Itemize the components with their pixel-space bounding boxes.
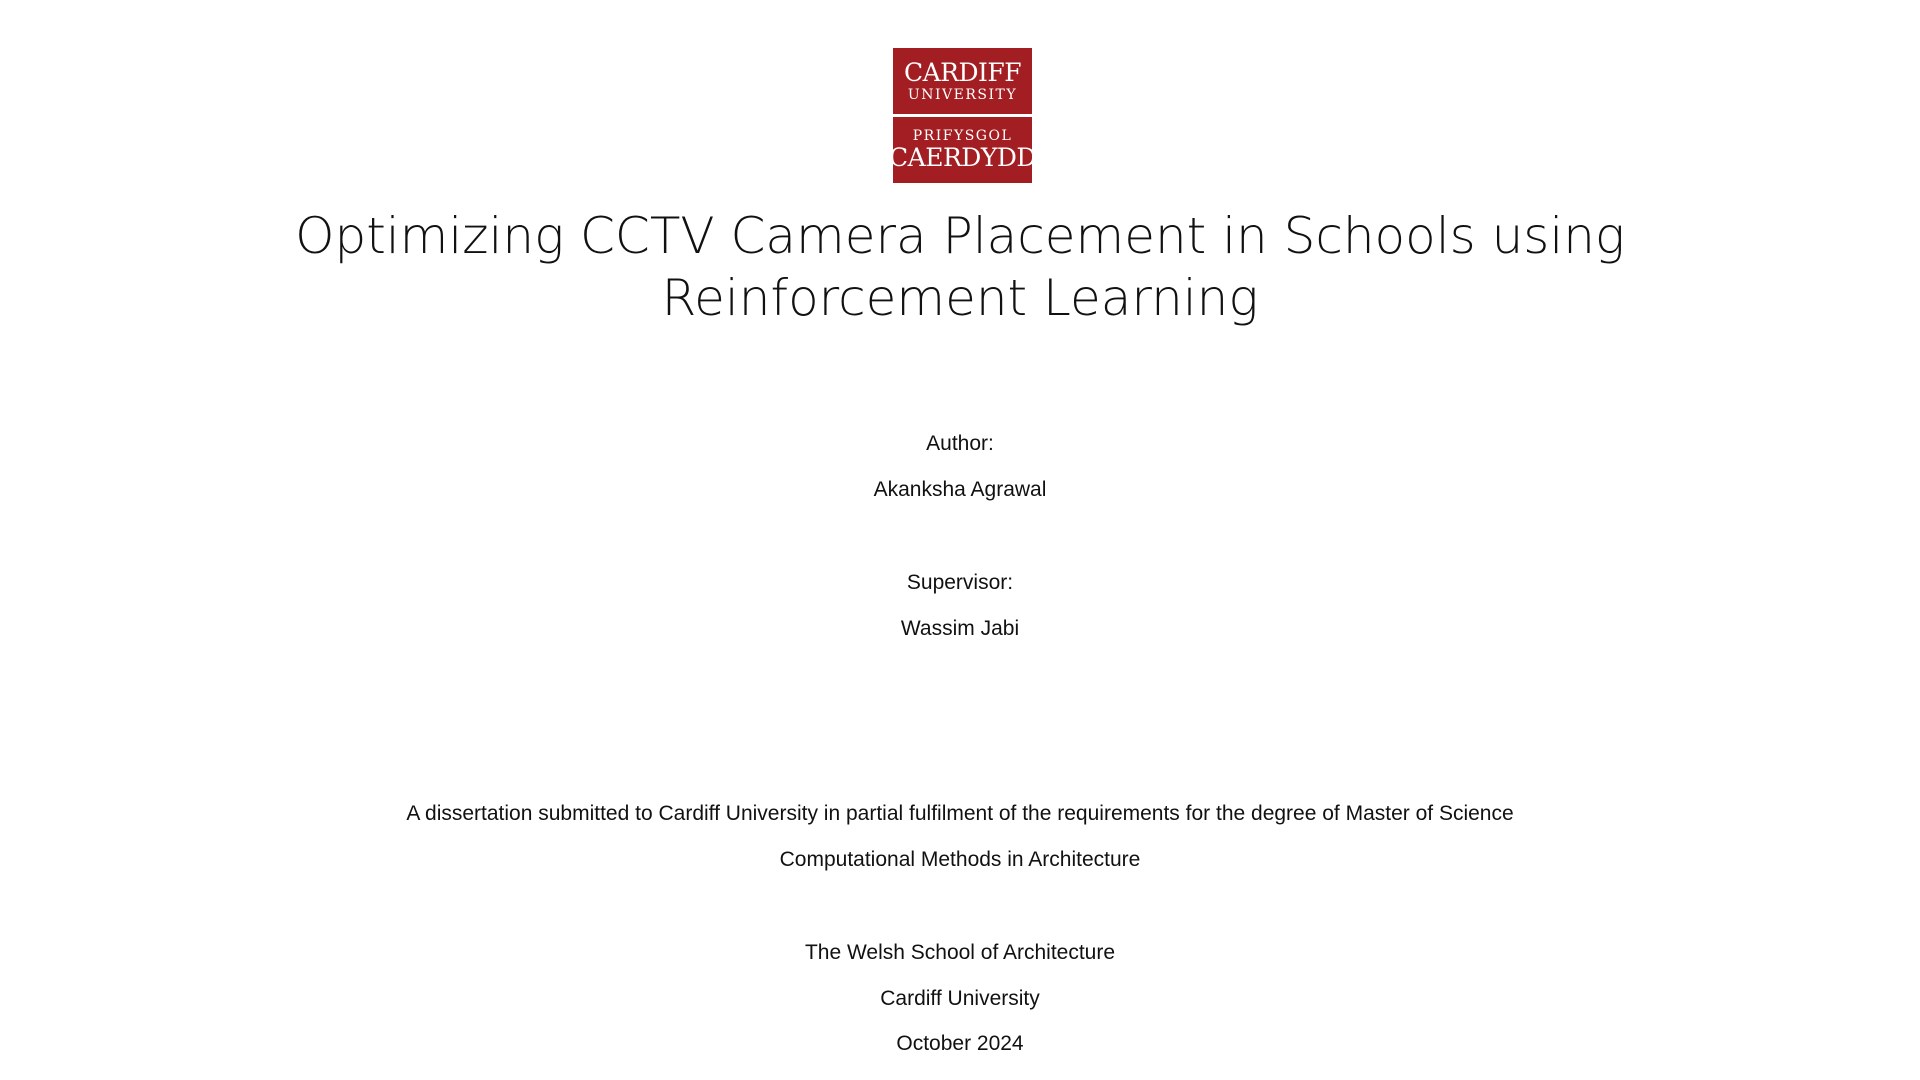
logo-caerdydd-text: CAERDYDD [889,143,1036,172]
author-name: Akanksha Agrawal [873,478,1047,501]
school-name: The Welsh School of Architecture [804,941,1116,964]
title-line-2: Reinforcement Learning [661,269,1259,327]
submission-date: October 2024 [896,1032,1024,1055]
logo-prifysgol-text: PRIFYSGOL [912,128,1013,144]
university-name: Cardiff University [880,987,1040,1010]
logo-english-block [893,48,1032,114]
author-label: Author: [926,432,994,455]
supervisor-label: Supervisor: [906,571,1014,594]
logo-welsh-block [889,117,1036,183]
programme-name: Computational Methods in Architecture [779,848,1141,871]
logo-university-text: UNIVERSITY [907,87,1018,103]
dissertation-title [260,205,1660,329]
logo-cardiff-text: CARDIFF [903,58,1022,87]
submission-statement: A dissertation submitted to Cardiff University in partial fulfilment of the requirements for the degree of Master of Science [406,802,1514,825]
cardiff-university-logo [889,48,1036,183]
title-line-1: Optimizing CCTV Camera Placement in Schools using [295,207,1625,265]
supervisor-name: Wassim Jabi [900,617,1020,640]
